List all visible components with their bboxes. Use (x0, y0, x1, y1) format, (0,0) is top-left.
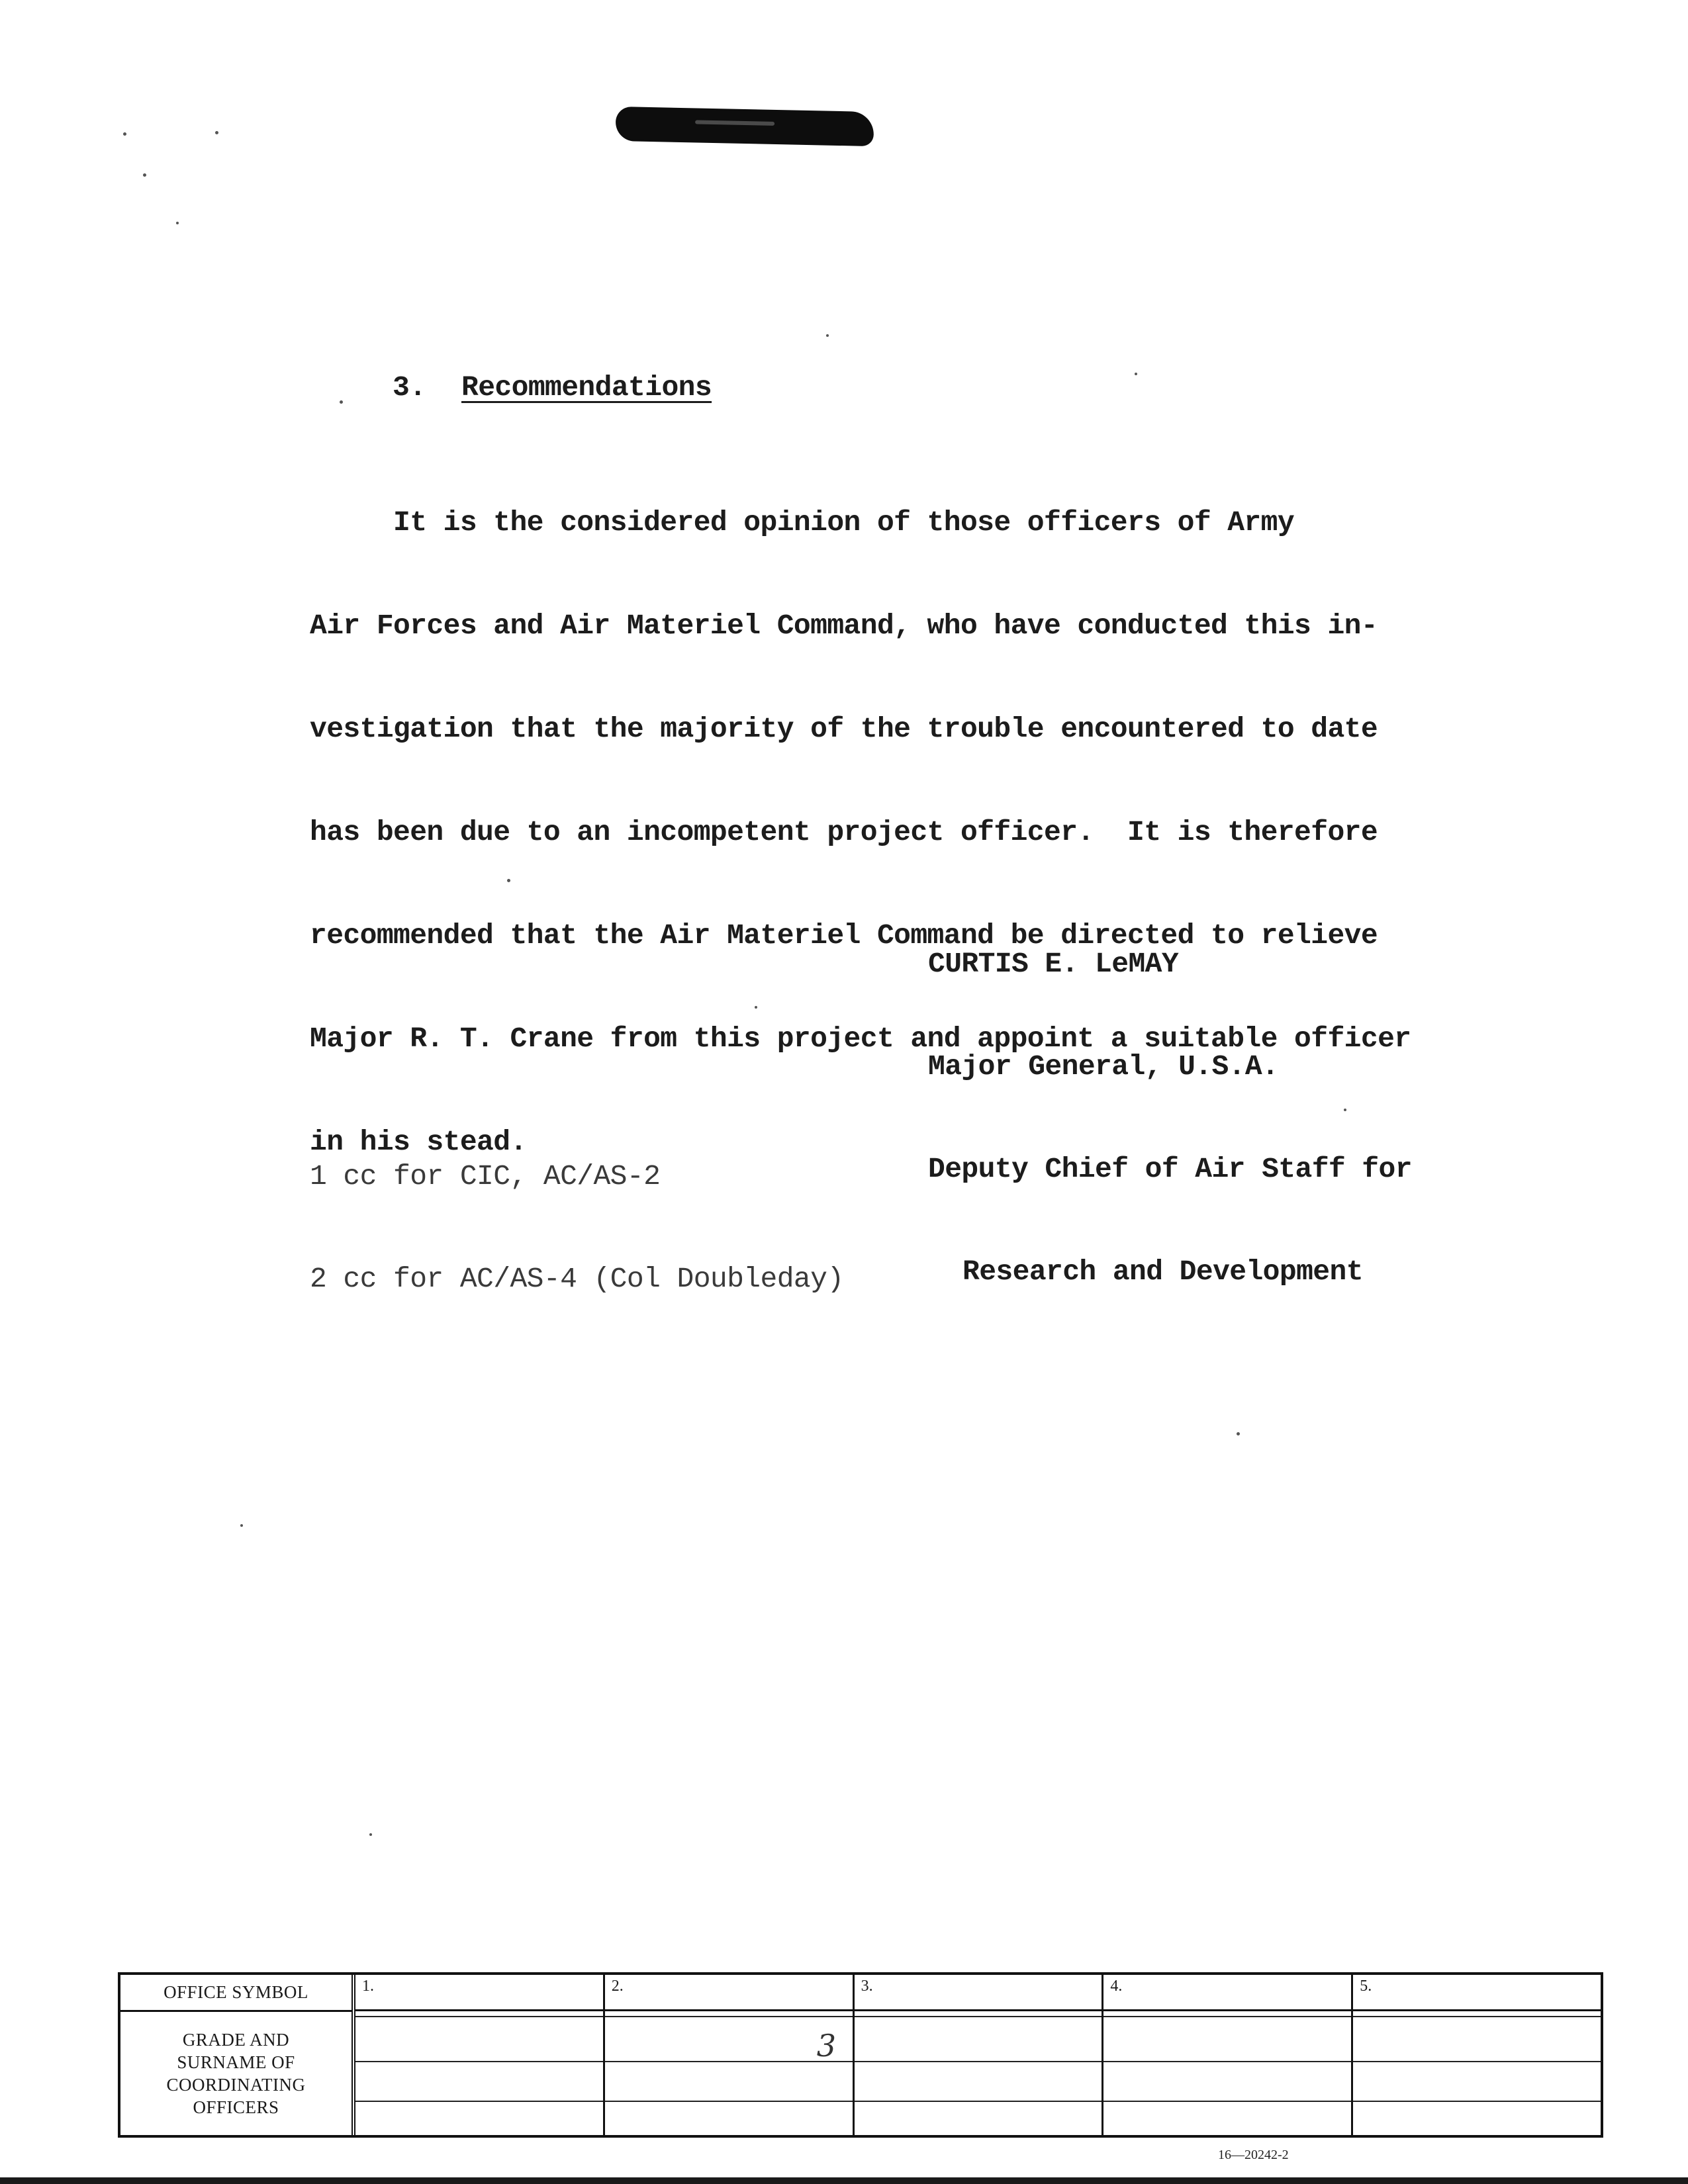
coordination-column (1103, 1975, 1353, 2135)
signer-rank: Major General, U.S.A. (928, 1050, 1279, 1083)
scan-speck (240, 1524, 243, 1527)
row-divider (355, 2061, 603, 2062)
row-divider (1103, 2061, 1351, 2062)
copies-distribution (310, 1091, 844, 1365)
column-number: 4. (1110, 1978, 1123, 1995)
office-symbol-label: OFFICE SYMBOL (120, 1975, 352, 2012)
column-number: 1. (362, 1978, 374, 1995)
form-number: 16—20242-2 (1218, 2148, 1289, 2162)
grade-label-line: COORDINATING (166, 2075, 306, 2095)
paragraph-line: has been due to an incompetent project officer. It is therefore (310, 816, 1378, 848)
scan-bottom-edge (0, 2177, 1688, 2184)
section-number: 3. (393, 371, 426, 404)
paragraph-line: Air Forces and Air Materiel Command, who have conducted this in- (310, 610, 1378, 642)
scan-speck (1237, 1432, 1240, 1435)
row-divider (1103, 2009, 1351, 2011)
scan-speck (215, 131, 218, 134)
signer-title: Deputy Chief of Air Staff for (928, 1153, 1412, 1185)
row-divider (1103, 2016, 1351, 2017)
row-divider (855, 2009, 1102, 2011)
section-title: Recommendations (461, 371, 712, 404)
row-divider (355, 2101, 603, 2102)
coordination-column (355, 1975, 605, 2135)
row-divider (605, 2016, 853, 2017)
row-divider (1353, 2009, 1601, 2011)
column-number: 2. (611, 1978, 624, 1995)
scan-speck (340, 400, 343, 404)
row-divider (605, 2061, 853, 2062)
scan-speck (826, 334, 829, 337)
scan-speck (369, 1833, 372, 1836)
coordination-column (855, 1975, 1104, 2135)
coordination-column (605, 1975, 855, 2135)
row-divider (355, 2009, 603, 2011)
row-divider (855, 2101, 1102, 2102)
grade-label-line: GRADE AND (182, 2030, 290, 2050)
handwritten-mark: 3 (816, 2028, 837, 2064)
scan-speck (143, 173, 146, 177)
paragraph-line: Major R. T. Crane from this project and appoint a suitable officer (310, 1023, 1411, 1055)
copy-line: 2 cc for AC/AS-4 (Col Doubleday) (310, 1263, 844, 1295)
redaction-mark (615, 107, 874, 146)
coordination-columns (355, 1975, 1601, 2135)
row-divider (605, 2009, 853, 2011)
column-number: 3. (861, 1978, 873, 1995)
coordination-column (1353, 1975, 1601, 2135)
paragraph-line: It is the considered opinion of those officers of Army (310, 506, 1295, 539)
row-divider (355, 2016, 603, 2017)
row-divider (1353, 2016, 1601, 2017)
scan-speck (123, 132, 126, 136)
row-divider (855, 2016, 1102, 2017)
scan-speck (176, 222, 179, 224)
row-divider (1103, 2101, 1351, 2102)
signer-title-cont: Research and Development (962, 1255, 1363, 1288)
paragraph-line: vestigation that the majority of the trouble encountered to date (310, 713, 1378, 745)
row-divider (1353, 2061, 1601, 2062)
coordination-labels (120, 1975, 355, 2135)
signer-name: CURTIS E. LeMAY (928, 948, 1179, 980)
paragraph-line: in his stead. (310, 1126, 527, 1158)
signature-block (928, 878, 1412, 1357)
grade-label-line: SURNAME OF (177, 2052, 295, 2072)
copy-line: 1 cc for CIC, AC/AS-2 (310, 1160, 661, 1193)
scan-speck (1135, 373, 1137, 375)
row-divider (605, 2101, 853, 2102)
row-divider (855, 2061, 1102, 2062)
grade-surname-label (120, 2012, 352, 2135)
row-divider (1353, 2101, 1601, 2102)
paragraph-line: recommended that the Air Materiel Command be directed to relieve (310, 919, 1378, 952)
grade-label-line: OFFICERS (193, 2097, 279, 2117)
coordination-table (118, 1972, 1603, 2138)
column-number: 5. (1360, 1978, 1372, 1995)
